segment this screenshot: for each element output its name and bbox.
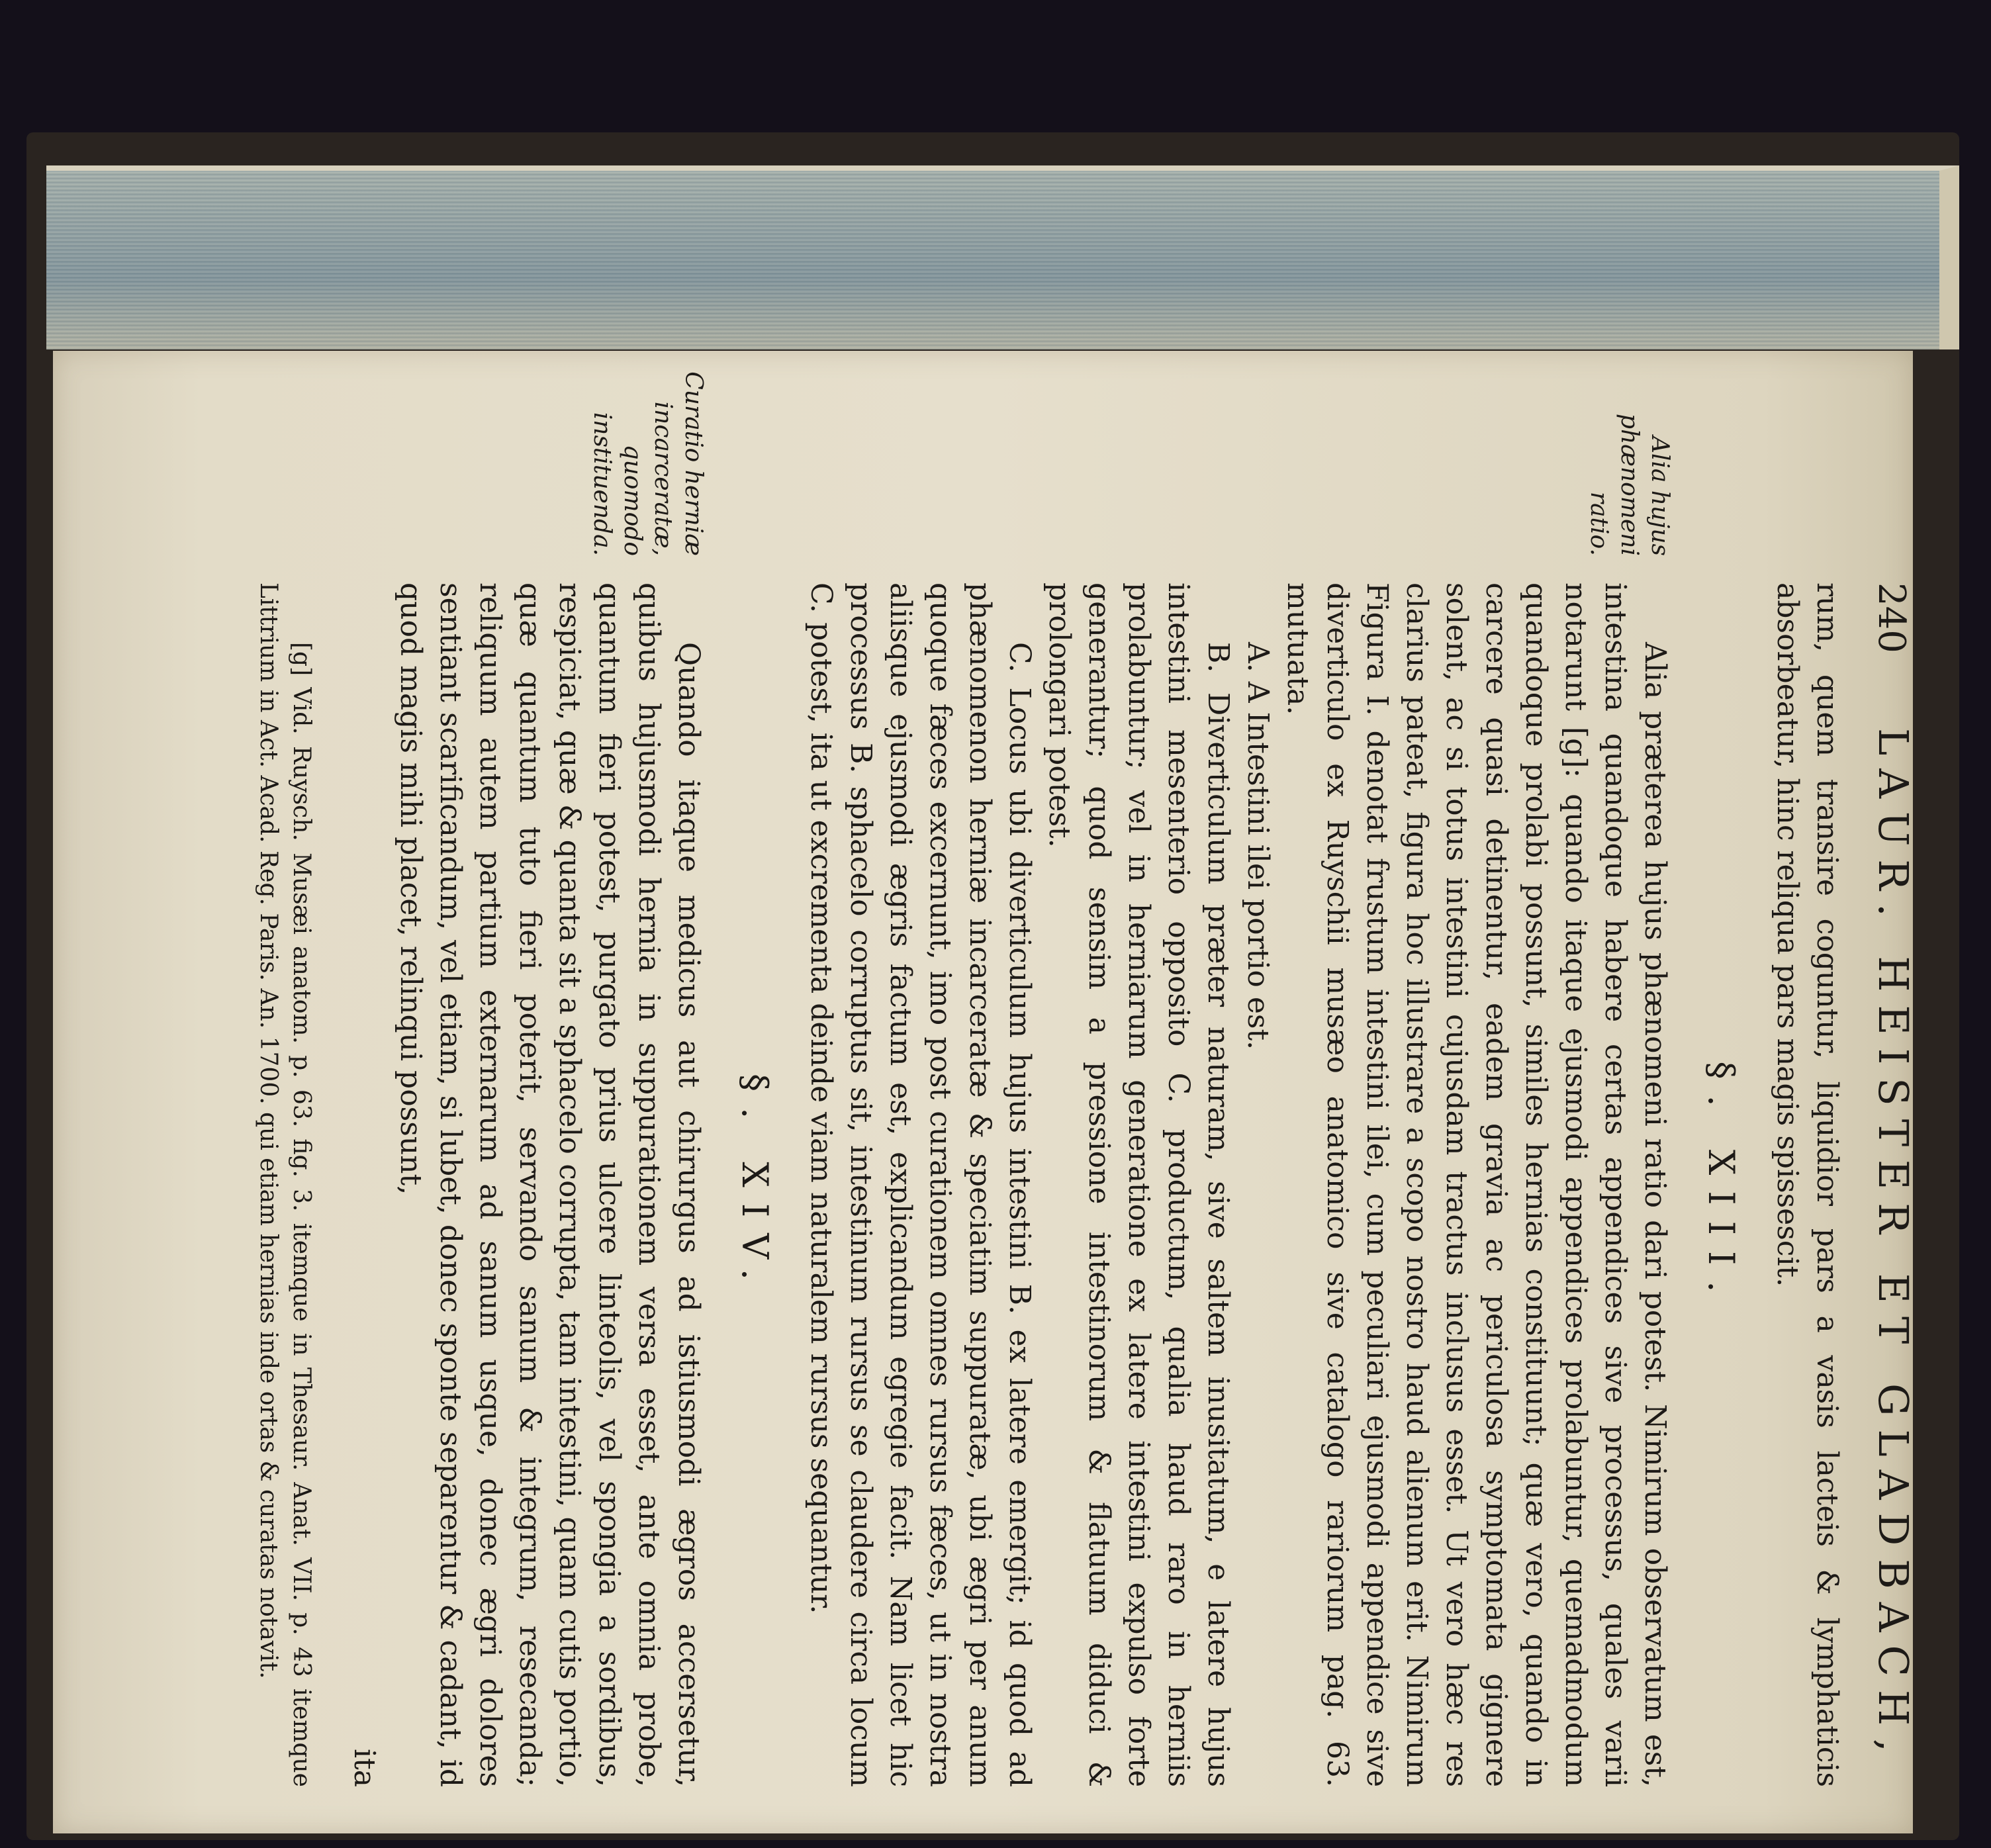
figure-item-a: A. A Intestini ilei portio est. [1241,642,1275,1050]
section-xiii-paragraph: Alia præterea hujus phænomeni ratio dari potest. Nimirum observatum est, intestina quandoque habere certas appendices sive processus, quales varii notarunt [g]: quando itaque ejusmodi appendices prolabuntur, quemadmodum quandoque prolabi possunt, similes hernias constituunt; quæ vero, quando in carcere quasi detinentur, eadem gravia ac periculosa symptomata gignere solent, ac si totus intestini cujusdam tractus inclusus esset. Ut vero hæc res clarius pateat, figura hoc illustrare a scopo nostro haud alienum erit. Nimirum Figura I. denotat frustum intestini ilei, cum peculiari ejusmodi appendice sive diverticulo ex Ruyschii musæo anatomico sive catalogo rariorum pag. 63. mutuata. [1281,582,1672,1787]
rotated-text-block [255,371,1918,1787]
section-xiii-body [1277,413,1675,1787]
margin-note-xiii: Alia hujus phænomeni ratio. [1585,413,1673,556]
catchword: ita [347,1749,381,1787]
figure-item-c: C. Locus ubi diverticulum hujus intestini B. ex latere emergit; id quod ad phænomenon herniæ incarceratæ & speciatim suppuratæ, ubi ægri per anum quoque fæces excernunt, imo post curationem omnes rursus fæces, ut in nostra aliisque ejusmodi ægris factum est, explicandum egregie facit. Nam licet hic processus B. sphacelo corruptus sit, intestinum rursus se claudere circa locum C. potest, ita ut excrementa deinde viam naturalem rursus sequantur. [804,582,1037,1787]
footnote: [g] Vid. Ruysch. Musæi anatom. p. 63. fig. 3. itemque in Thesaur. Anat. VII. p. 43 itemque Littrium in Act. Acad. Reg. Paris. An. 1700. qui etiam hernias inde ortas & curatas notavit. [255,582,315,1787]
section-heading-xiv: §. XIV. [734,1074,776,1296]
margin-note-xiv: Curatio herniæ incarceratæ, quomodo instituenda. [588,371,707,556]
page-edges [46,165,1959,349]
page-number: 240 [1870,582,1913,653]
running-head [1847,582,1918,1787]
section-heading-xiii: §. XIII. [1700,1061,1742,1309]
opening-text: rum, quem transire coguntur, liquidior pars a vasis lacteis & lymphaticis absorbeatur, hinc reliqua pars magis spissescit. [1771,582,1844,1787]
figure-item-b: B. Diverticulum præter naturam, sive saltem inusitatum, e latere hujus intestini mesenterio opposito C. productum, qualia haud raro in herniis prolabuntur; vel in herniarum generatione ex latere intestini expulso forte generantur; quod sensim a pressione intestinorum & flatuum diduci & prolongari potest. [1042,582,1235,1787]
running-head-title: LAUR. HEISTER ET GLADBACH, [1869,728,1918,1765]
section-xiv-body [391,371,708,1787]
section-xiv-paragraph: Quando itaque medicus aut chirurgus ad istiusmodi ægros accersetur, quibus hujusmodi hernia in suppurationem versa esset, ante omnia probe, quantum fieri potest, purgato prius ulcere linteolis, vel spongia a sordibus, respiciat, quæ & quanta sit a sphacelo corrupta, tam intestini, quam cutis portio, quæ quantum tuto fieri poterit, servando sanum & integrum, resecanda; reliquum autem partium externarum ad sanum usque, donec ægri dolores sentiant scarificandum, vel etiam, si lubet, donec sponte separentur & cadant, id quod magis mihi placet, relinqui possunt, [394,582,706,1787]
